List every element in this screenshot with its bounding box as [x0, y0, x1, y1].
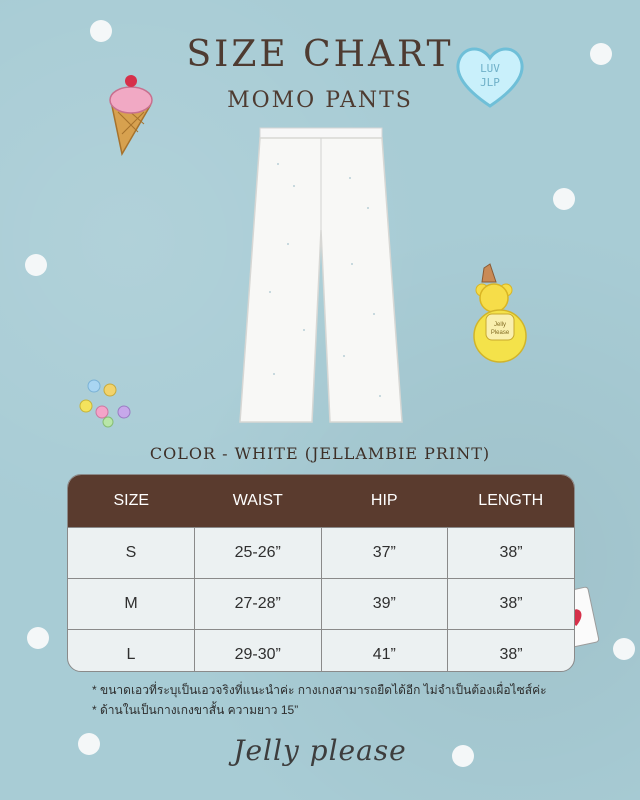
cell-size: L [68, 630, 195, 673]
size-table-header-row [68, 475, 574, 528]
cell-hip: 41” [321, 630, 448, 673]
candy-buttons-icon [78, 376, 138, 428]
page-title: SIZE CHART [186, 34, 454, 75]
brand-logo: Jelly please [233, 734, 407, 767]
cell-length: 38” [448, 579, 575, 630]
header-waist: WAIST [195, 475, 322, 528]
cell-size: M [68, 579, 195, 630]
page-subtitle: MOMO PANTS [227, 88, 413, 113]
cell-length: 38” [448, 528, 575, 579]
header-size: SIZE [68, 475, 195, 528]
bear-label-text-bottom: Please [490, 330, 510, 336]
bear-label-text-top: Jelly [493, 322, 507, 328]
cell-size: S [68, 528, 195, 579]
header-length: LENGTH [448, 475, 575, 528]
color-description: COLOR - WHITE (JELLAMBIE PRINT) [149, 444, 491, 463]
cell-hip: 39” [321, 579, 448, 630]
header-hip: HIP [321, 475, 448, 528]
decor-dot [613, 638, 635, 660]
decor-dot [27, 627, 49, 649]
decor-dot [553, 188, 575, 210]
decor-dot [25, 254, 47, 276]
cell-length: 38” [448, 630, 575, 673]
size-table [67, 474, 575, 672]
cell-waist: 27-28” [195, 579, 322, 630]
heart-sticker-text-top: LUV [480, 62, 500, 75]
honey-bear-icon [470, 262, 538, 364]
ice-cream-icon [104, 72, 160, 156]
note-lining: * ด้านในเป็นกางเกงขาสั้น ความยาว 15” [92, 703, 299, 717]
cell-hip: 37” [321, 528, 448, 579]
pants-illustration [230, 124, 412, 430]
cell-waist: 25-26” [195, 528, 322, 579]
heart-sticker-text-bottom: JLP [480, 76, 500, 89]
cell-waist: 29-30” [195, 630, 322, 673]
note-waist: * ขนาดเอวที่ระบุเป็นเอวจริงที่แนะนำค่ะ กางเกงสามารถยืดได้อีก ไม่จำเป็นต้องเผื่อไซส์ค่ะ [92, 683, 547, 697]
table-row [68, 579, 574, 630]
table-row [68, 528, 574, 579]
table-row [68, 630, 574, 673]
